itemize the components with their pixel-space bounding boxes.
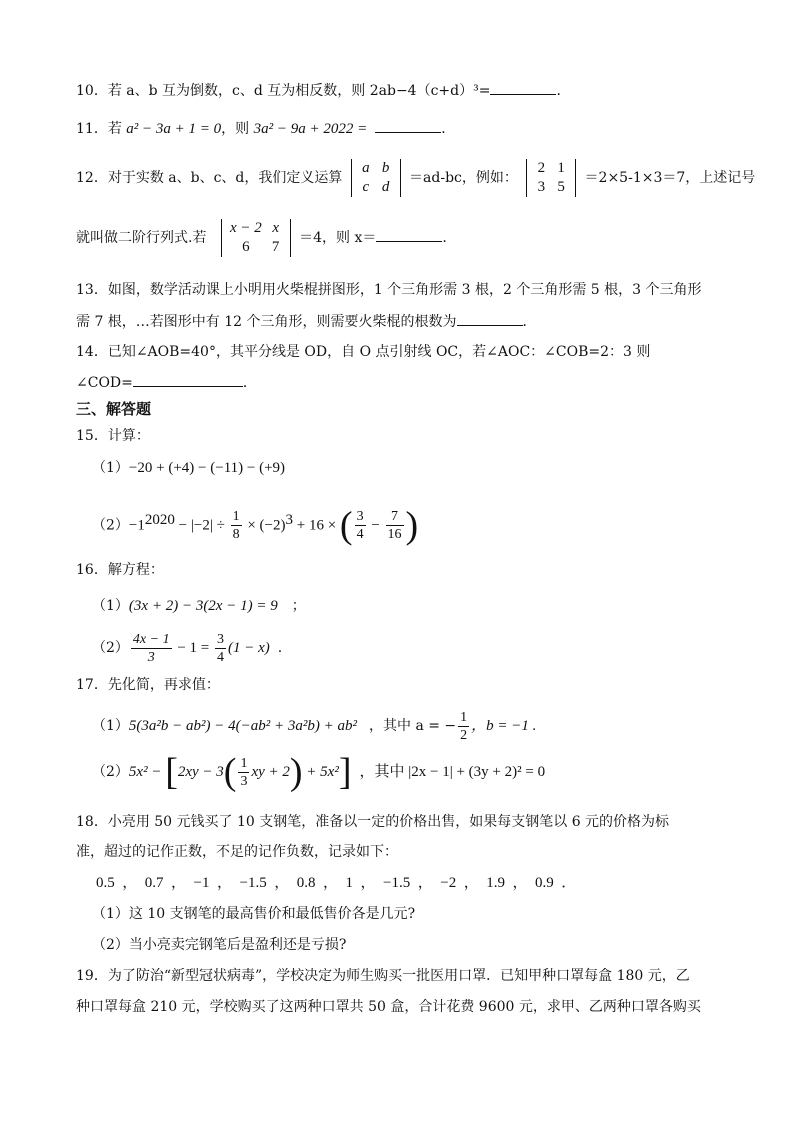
denominator: 4	[356, 527, 364, 543]
q17-p2-b: 2xy − 3	[177, 764, 224, 780]
left-bracket: [	[165, 751, 178, 793]
q12-line2-prefix: 就叫做二阶行列式.若	[76, 230, 207, 246]
q17-p2-where: ，其中 |2x − 1| + (3y + 2)² = 0	[359, 764, 546, 780]
q17-title: 17．先化简，再求值：	[76, 677, 220, 693]
q16-p1-label: （1）	[92, 598, 129, 614]
q11-condition: a² − 3a + 1 = 0	[126, 121, 222, 137]
det3-c: 6	[242, 239, 250, 255]
question-12-line-2	[76, 216, 447, 260]
q17-part-1	[92, 704, 536, 748]
numerator: 3	[217, 631, 225, 647]
right-paren: )	[405, 504, 419, 547]
q15-p1-expression: −20 + (+4) − (−11) − (+9)	[128, 460, 286, 476]
q17-p2-d: + 5x²	[302, 764, 339, 780]
q11-expression: 3a² − 9a + 2022 =	[253, 121, 368, 137]
determinant-example	[526, 159, 576, 197]
fraction	[355, 508, 366, 543]
right-bracket: ]	[338, 751, 352, 793]
q17-p2-label: （2）	[92, 764, 129, 780]
q16-p2-tail: (1 − x)	[228, 640, 270, 656]
denominator: 8	[232, 527, 240, 543]
q15-p2-minus: −	[367, 517, 384, 534]
left-paren: (	[223, 751, 237, 793]
q16-p1-expression: (3x + 2) − 3(2x − 1) = 9	[128, 598, 278, 614]
value: −1.5	[239, 875, 267, 891]
q16-p1-end: ；	[291, 598, 306, 614]
q13-text: 需 7 根，…若图形中有 12 个三角形，则需要火柴棍的根数为	[76, 314, 457, 330]
q18-line-1: 18．小亮用 50 元钱买了 10 支钢笔，准备以一定的价格出售，如果每支钢笔以 6 元的价格为标	[76, 814, 670, 830]
value: −1	[193, 875, 210, 891]
q10-answer-blank[interactable]	[490, 80, 556, 95]
q13-end: ．	[522, 314, 537, 330]
q14-line-2	[76, 372, 257, 393]
q11-prefix: 11．若	[76, 121, 127, 137]
value: 0.9	[535, 875, 554, 891]
value: 0.7	[144, 875, 164, 891]
q17-p1-tail: ，b = −1 .	[471, 718, 537, 734]
numerator: 7	[386, 508, 404, 526]
value: 0.5	[96, 875, 115, 891]
det2-c: 3	[537, 179, 546, 195]
q12-mid2: ＝2×5-1×3＝7，上述记号	[584, 170, 756, 186]
q12-prefix: 12．对于实数 a、b、c、d，我们定义运算	[76, 170, 343, 186]
q17-part-2	[92, 750, 545, 794]
numerator: 4x − 1	[132, 631, 170, 647]
q15-p2-b: − |−2| ÷	[174, 517, 229, 534]
determinant-question	[221, 219, 291, 257]
fraction	[215, 631, 226, 666]
fraction	[386, 508, 404, 543]
fraction	[458, 709, 469, 744]
numerator: 1	[232, 509, 240, 525]
q15-title: 15．计算：	[76, 428, 150, 444]
denominator: 3	[240, 773, 248, 789]
q16-part-2	[92, 626, 282, 670]
q14-answer-blank[interactable]	[133, 372, 243, 387]
det3-d: 7	[271, 239, 280, 255]
q13-line-2	[76, 311, 537, 332]
numerator: 1	[240, 755, 248, 771]
numerator: 3	[356, 509, 364, 525]
q19-line-2: 种口罩每盒 210 元，学校购买了这两种口罩共 50 盒，合计花费 9600 元，求甲、乙两种口罩各购买	[76, 999, 701, 1015]
det2-a: 2	[537, 160, 546, 176]
q15-p2-a: −1	[128, 517, 145, 534]
q11-mid: ，则	[221, 121, 254, 137]
q14-end: ．	[242, 375, 257, 391]
denominator: 16	[387, 527, 402, 543]
question-10	[76, 80, 570, 101]
q10-end: ．	[556, 83, 571, 99]
q15-p2-label: （2）	[92, 517, 129, 534]
q15-part-1	[92, 458, 285, 478]
right-paren: )	[289, 751, 303, 793]
q10-text: 10．若 a、b 互为倒数，c、d 互为相反数，则 2ab−4（c+d）³=	[76, 83, 491, 99]
q15-part-2	[92, 498, 418, 548]
q17-p1-label: （1）	[92, 718, 129, 734]
q12-line2-mid: ＝4，则 x＝	[299, 230, 377, 246]
q17-p1-expression: 5(3a²b − ab²) − 4(−ab² + 3a²b) + ab²	[128, 718, 357, 734]
det3-b: x	[272, 220, 279, 236]
q18-sub-1: （1）这 10 支钢笔的最高售价和最低售价各是几元?	[92, 906, 416, 922]
value: −2	[440, 875, 457, 891]
det1-b: b	[381, 160, 390, 176]
q17-p2-a: 5x² −	[128, 764, 166, 780]
value: 1	[345, 875, 354, 891]
q15-p2-c: × (−2)	[243, 517, 286, 534]
q11-end: ．	[441, 121, 456, 137]
numerator: 1	[460, 709, 468, 725]
q18-sub-2: （2）当小亮卖完钢笔后是盈利还是亏损?	[92, 937, 347, 953]
left-paren: (	[339, 504, 353, 547]
q12-mid1: ＝ad-bc，例如：	[409, 170, 518, 186]
fraction	[238, 755, 249, 790]
det2-d: 5	[557, 179, 565, 195]
det1-a: a	[362, 160, 370, 176]
q13-answer-blank[interactable]	[457, 311, 523, 326]
denominator: 2	[460, 727, 468, 743]
denominator: 4	[217, 649, 225, 665]
q11-answer-blank[interactable]	[375, 118, 441, 133]
q12-end: .	[442, 230, 447, 246]
q14-text: ∠COD=	[76, 375, 133, 391]
q16-p2-label: （2）	[92, 640, 129, 656]
denominator: 3	[147, 649, 155, 665]
det1-c: c	[362, 179, 370, 195]
section-heading: 三、解答题	[76, 400, 152, 418]
question-12-line-1	[76, 156, 755, 200]
det1-d: d	[381, 179, 390, 195]
q12-answer-blank[interactable]	[376, 227, 442, 242]
q16-title: 16．解方程：	[76, 562, 164, 578]
fraction	[131, 631, 172, 666]
value: 0.8	[296, 875, 316, 891]
q17-p2-c: xy + 2	[251, 764, 290, 780]
det2-b: 1	[557, 160, 565, 176]
det3-a: x − 2	[230, 220, 262, 236]
q18-line-2: 准，超过的记作正数，不足的记作负数，记录如下：	[76, 844, 398, 860]
q14-line-1: 14．已知∠AOB=40°，其平分线是 OD，自 O 点引射线 OC，若∠AOC：∠COB=2：3 则	[76, 344, 651, 360]
q16-part-1	[92, 596, 306, 616]
value: 1.9	[486, 875, 505, 891]
q15-p1-label: （1）	[92, 460, 129, 476]
q17-p1-where: ，其中 a = −	[369, 718, 457, 734]
value: −1.5	[383, 875, 411, 891]
values-end: ．	[561, 875, 577, 891]
determinant-definition	[351, 159, 401, 197]
q15-p2-d: + 16 ×	[292, 517, 340, 534]
q16-p2-end: .	[277, 640, 283, 656]
q15-p2-exp: 2020	[144, 512, 175, 528]
q15-p2-c-exp: 3	[285, 512, 293, 528]
q16-p2-mid: − 1 =	[173, 640, 214, 656]
q18-values: 0.5 ， 0.7 ， −1 ， −1.5 ， 0.8 ， 1 ， −1.5 ， −2 ， 1.9 ， 0.9 ．	[96, 875, 577, 891]
fraction	[231, 508, 242, 543]
q13-line-1: 13．如图，数学活动课上小明用火柴棍拼图形，1 个三角形需 3 根，2 个三角形需 5 根，3 个三角形	[76, 282, 702, 298]
q19-line-1: 19．为了防治“新型冠状病毒”，学校决定为师生购买一批医用口罩．已知甲种口罩每盒 180 元，乙	[76, 968, 690, 984]
question-11	[76, 118, 455, 139]
